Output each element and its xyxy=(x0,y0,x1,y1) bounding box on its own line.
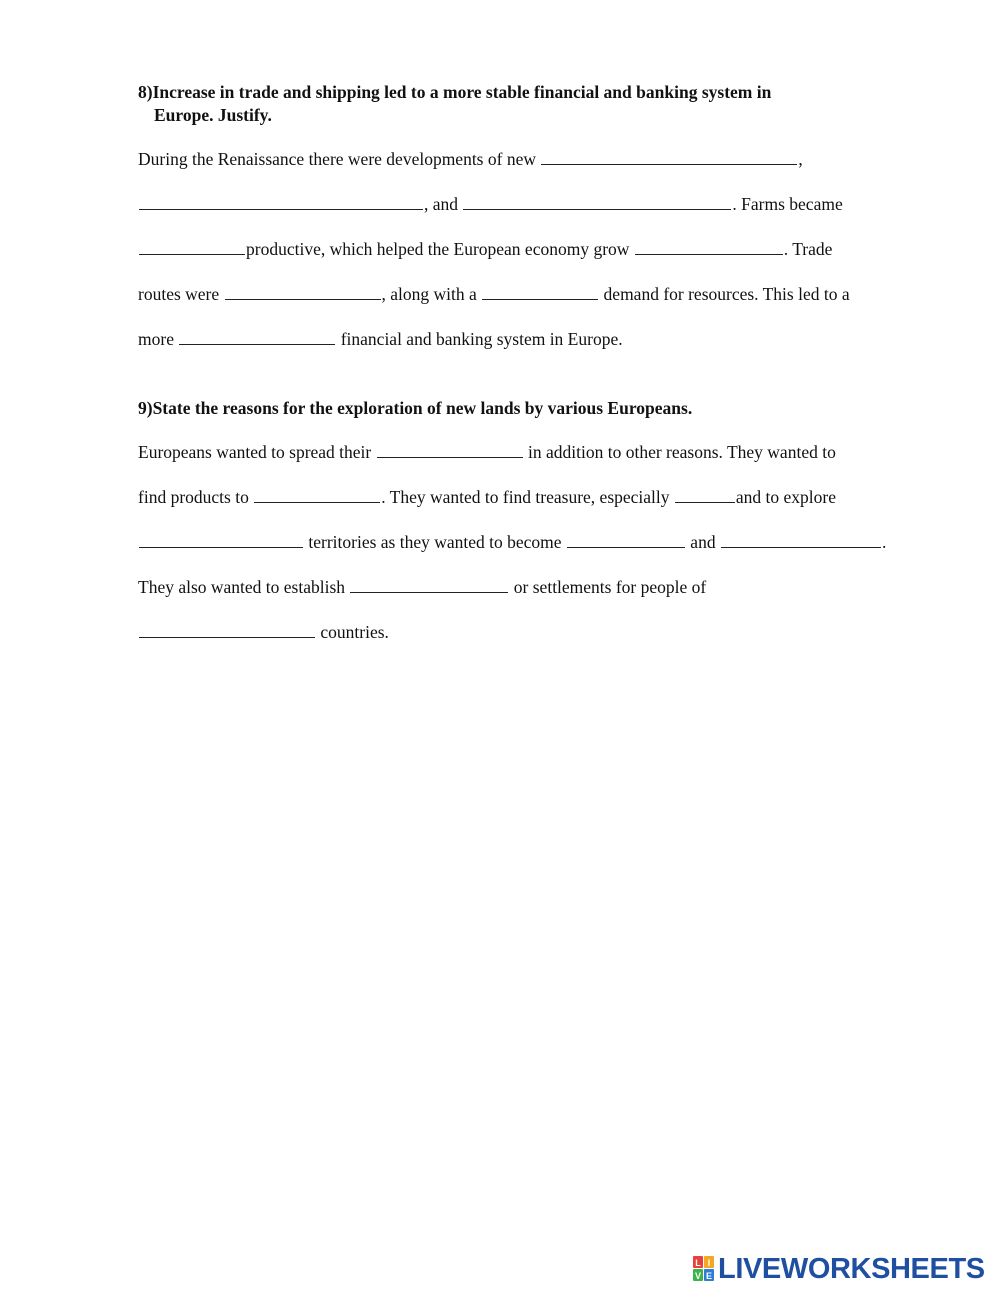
answer-blank[interactable] xyxy=(541,150,797,165)
line-text: demand for resources. This led to a xyxy=(599,284,850,304)
question-9-line xyxy=(138,441,836,463)
answer-blank[interactable] xyxy=(139,240,245,255)
line-text: During the Renaissance there were developments of new xyxy=(138,149,541,169)
line-text: . Farms became xyxy=(732,194,843,214)
svg-text:E: E xyxy=(705,1271,713,1281)
answer-blank[interactable] xyxy=(675,488,735,503)
line-text: . Trade xyxy=(783,239,833,259)
line-text: , and xyxy=(424,194,463,214)
question-8-line xyxy=(138,328,623,350)
answer-blank[interactable] xyxy=(139,533,303,548)
line-text: . They wanted to find treasure, especially xyxy=(381,487,674,507)
question-9-line xyxy=(138,531,886,553)
line-text: productive, which helped the European economy grow xyxy=(246,239,634,259)
line-text: , along with a xyxy=(381,284,482,304)
svg-text:V: V xyxy=(694,1271,702,1281)
answer-blank[interactable] xyxy=(350,578,508,593)
line-text: find products to xyxy=(138,487,254,507)
question-8-line xyxy=(138,148,803,170)
question-8-heading-line-1: 8)Increase in trade and shipping led to a more stable financial and banking system in xyxy=(138,82,772,102)
line-text: . xyxy=(881,532,887,552)
line-text: territories as they wanted to become xyxy=(304,532,566,552)
question-8-heading-line-2: Europe. Justify. xyxy=(154,105,272,125)
answer-blank[interactable] xyxy=(567,533,685,548)
question-8-line xyxy=(138,193,843,215)
question-9-line xyxy=(138,576,706,598)
line-text: more xyxy=(138,329,179,349)
question-9-line xyxy=(138,621,389,643)
answer-blank[interactable] xyxy=(377,443,523,458)
answer-blank[interactable] xyxy=(721,533,881,548)
answer-blank[interactable] xyxy=(225,285,381,300)
line-text: in addition to other reasons. They wanted to xyxy=(523,442,836,462)
question-8-line xyxy=(138,238,832,260)
answer-blank[interactable] xyxy=(463,195,731,210)
liveworksheets-logo xyxy=(693,1254,985,1284)
line-text: Europeans wanted to spread their xyxy=(138,442,376,462)
line-text: and to explore xyxy=(735,487,837,507)
line-text: , xyxy=(798,149,803,169)
answer-blank[interactable] xyxy=(139,623,315,638)
line-text: or settlements for people of xyxy=(509,577,707,597)
liveworksheets-logo-icon xyxy=(693,1256,715,1282)
answer-blank[interactable] xyxy=(139,195,423,210)
answer-blank[interactable] xyxy=(635,240,783,255)
question-9-line xyxy=(138,486,836,508)
line-text: and xyxy=(685,532,720,552)
answer-blank[interactable] xyxy=(179,330,335,345)
question-8-line xyxy=(138,283,850,305)
svg-text:I: I xyxy=(707,1258,711,1268)
line-text: countries. xyxy=(316,622,389,642)
question-8-heading xyxy=(138,81,898,127)
question-9-heading xyxy=(138,397,898,420)
liveworksheets-wordmark: LIVEWORKSHEETS xyxy=(718,1252,985,1285)
question-9-heading-text: 9)State the reasons for the exploration of new lands by various Europeans. xyxy=(138,398,693,418)
answer-blank[interactable] xyxy=(254,488,380,503)
svg-text:L: L xyxy=(695,1258,701,1268)
line-text: They also wanted to establish xyxy=(138,577,350,597)
answer-blank[interactable] xyxy=(482,285,598,300)
line-text: financial and banking system in Europe. xyxy=(336,329,623,349)
line-text: routes were xyxy=(138,284,224,304)
